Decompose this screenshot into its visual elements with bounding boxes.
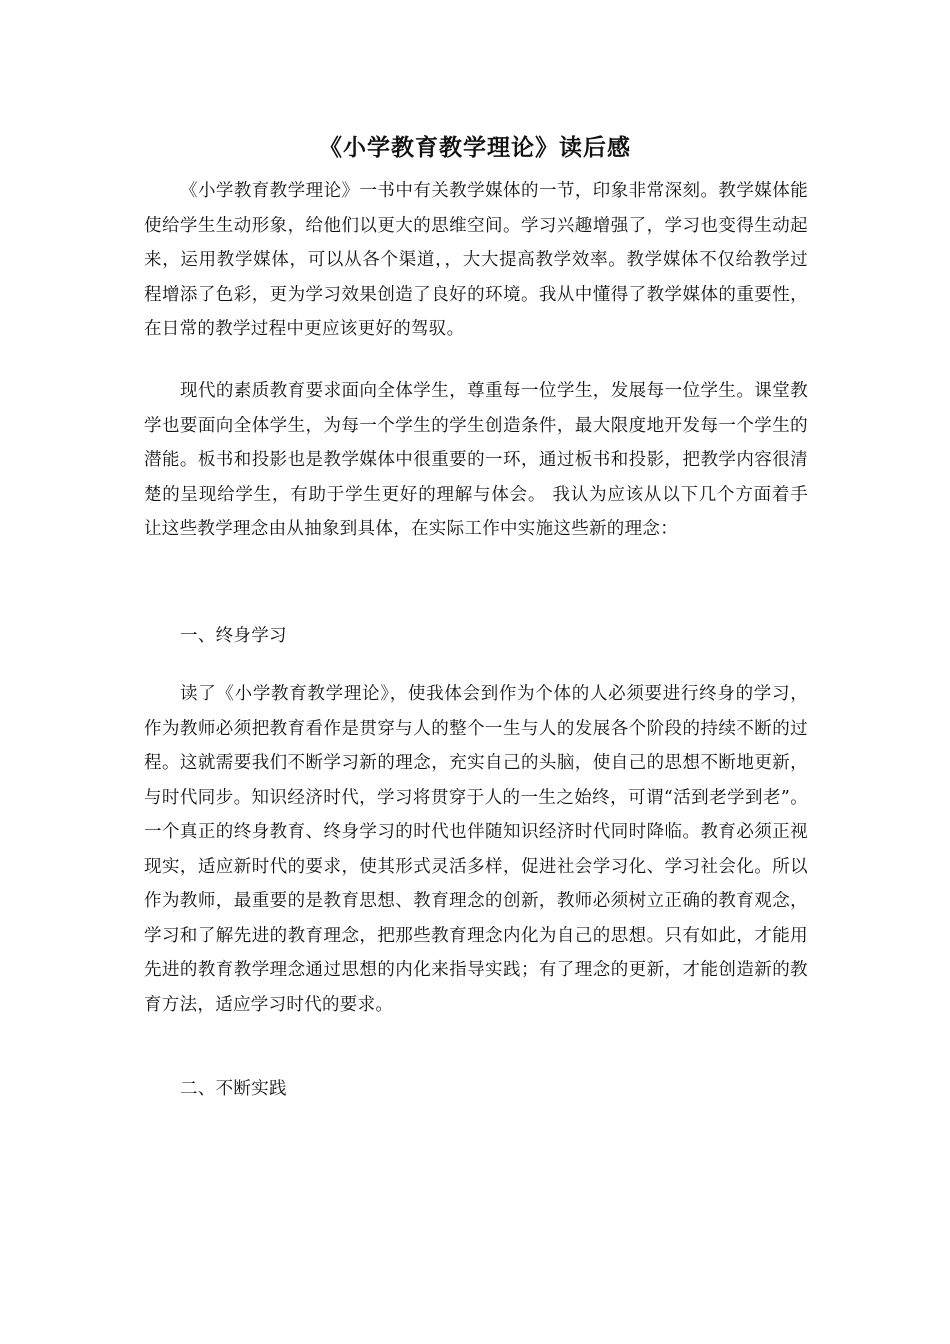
section-heading-1: 一、终身学习 [180,626,287,646]
paragraph-1: 《小学教育教学理论》一书中有关教学媒体的一节，印象非常深刻。教学媒体能使给学生生动形象，给他们以更大的思维空间。学习兴趣增强了，学习也变得生动起来，运用教学媒体，可以从各个渠道，，大大提高教学效率。教学媒体不仅给教学过程增添了色彩，更为学习效果创造了良好的环境。我从中懂得了教学媒体的重要性，在日常的教学过程中更应该更好的驾驭。 [144,181,808,339]
paragraph-2: 现代的素质教育要求面向全体学生，尊重每一位学生，发展每一位学生。课堂教学也要面向全体学生，为每一个学生的学生创造条件，最大限度地开发每一个学生的潜能。板书和投影也是教学媒体中很重要的一环，通过板书和投影，把教学内容很清楚的呈现给学生，有助于学生更好的理解与体会。 我认为应该从以下几个方面着手让这些教学理念由从抽象到具体，在实际工作中实施这些新的理念： [144,381,808,539]
section-heading-2: 二、不断实践 [180,1079,287,1099]
document-title: 《小学教育教学理论》读后感 [319,135,631,161]
paragraph-3: 读了《小学教育教学理论》，使我体会到作为个体的人必须要进行终身的学习，作为教师必须把教育看作是贯穿与人的整个一生与人的发展各个阶段的持续不断的过程。这就需要我们不断学习新的理念，充实自己的头脑，使自己的思想不断地更新，与时代同步。知识经济时代，学习将贯穿于人的一生之始终，可谓“活到老学到老”。一个真正的终身教育、终身学习的时代也伴随知识经济时代同时降临。教育必须正视现实，适应新时代的要求，使其形式灵活多样，促进社会学习化、学习社会化。所以作为教师，最重要的是教育思想、教育理念的创新，教师必须树立正确的教育观念，学习和了解先进的教育理念，把那些教育理念内化为自己的思想。只有如此，才能用先进的教育教学理念通过思想的内化来指导实践；有了理念的更新，才能创造新的教育方法，适应学习时代的要求。 [144,684,808,1015]
